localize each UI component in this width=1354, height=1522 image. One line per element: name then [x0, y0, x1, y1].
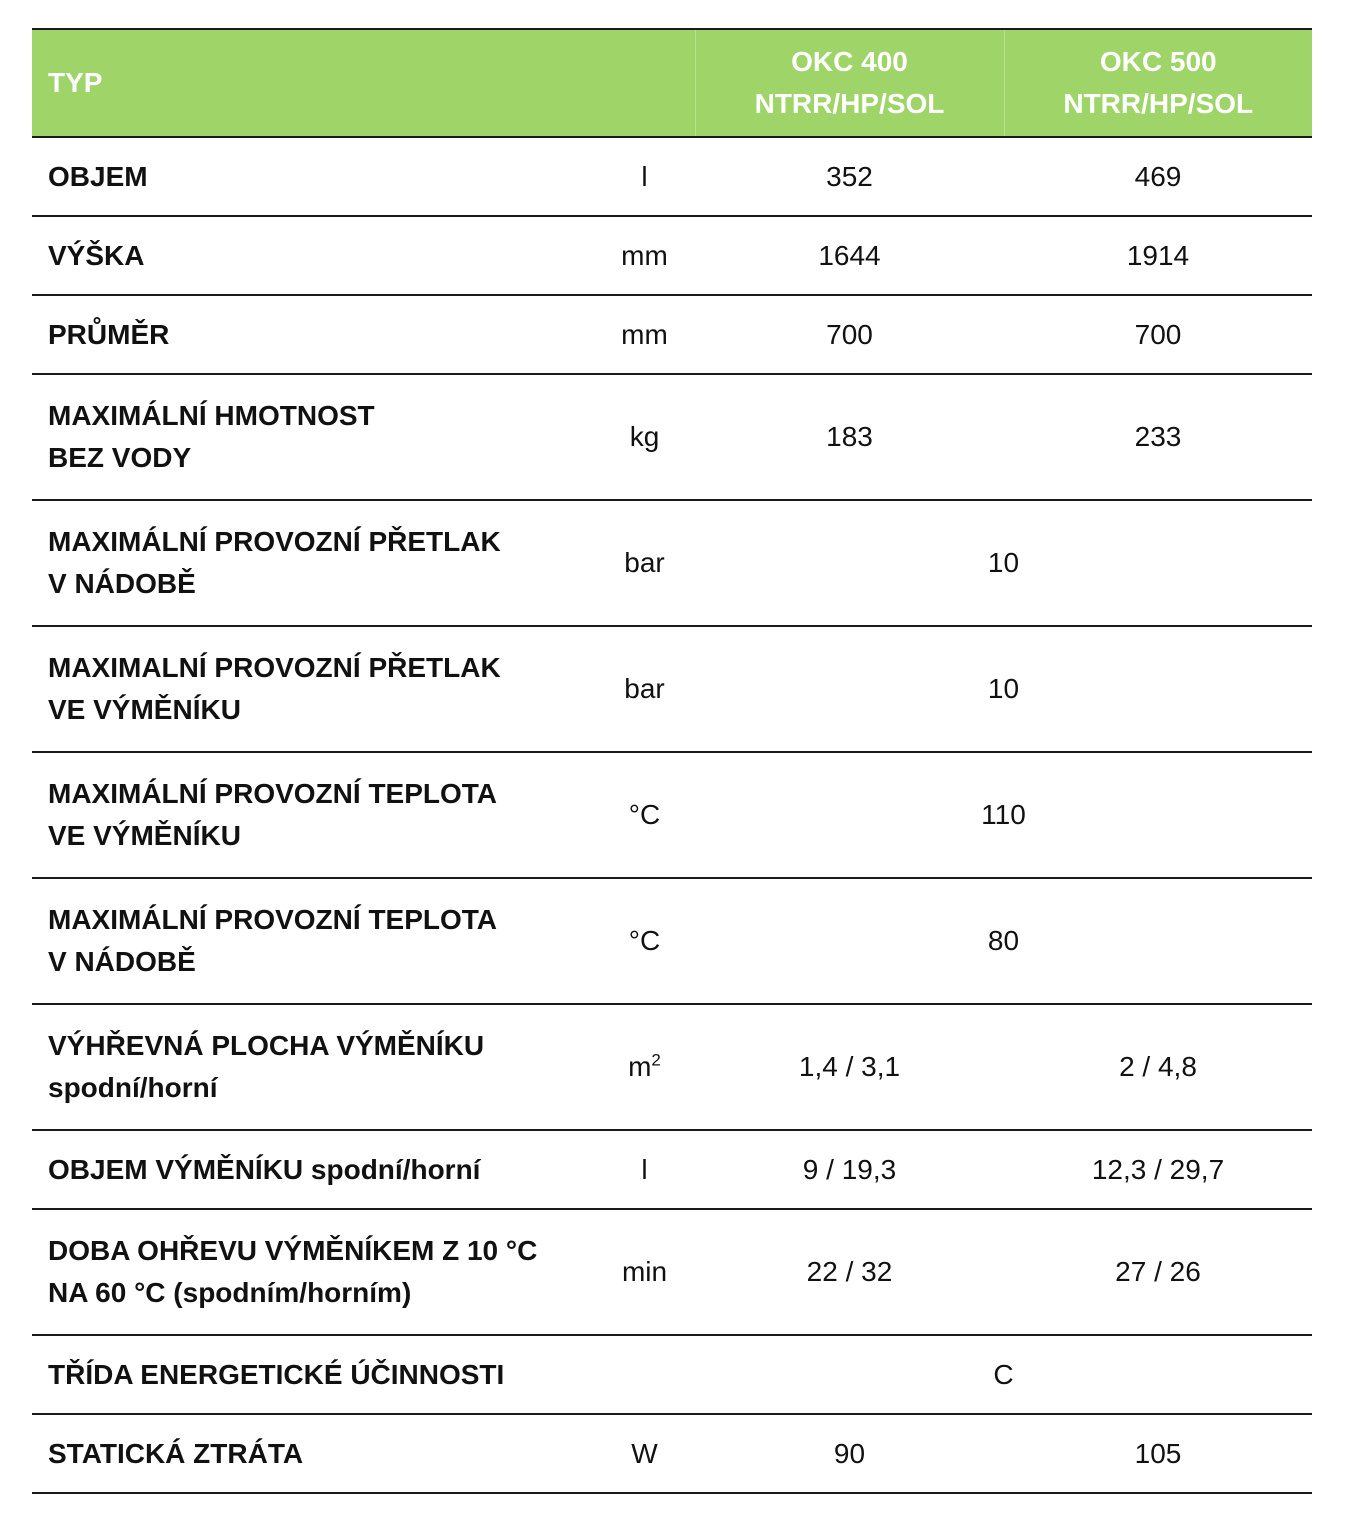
row-label-line: V NÁDOBĚ	[48, 568, 196, 599]
unit-text: bar	[624, 673, 665, 704]
unit-text: min	[621, 1256, 668, 1287]
table-row	[32, 500, 1312, 626]
row-label	[32, 626, 594, 752]
value-cell-okc400: 1644	[818, 239, 881, 271]
table-row	[32, 374, 1312, 500]
type-header: TYP	[32, 29, 695, 137]
value-cell-okc500: 12,3 / 29,7	[1091, 1153, 1225, 1185]
value-cell-okc500: 1914	[1126, 239, 1190, 271]
model-header-okc400	[695, 29, 1004, 137]
row-label	[32, 1004, 594, 1130]
unit-text: W	[631, 1437, 658, 1469]
unit-text: kg	[629, 421, 660, 452]
spec-table	[32, 28, 1312, 1494]
unit-text: l	[641, 1153, 648, 1185]
table-row	[32, 295, 1312, 374]
model-variant: NTRR/HP/SOL	[754, 88, 945, 119]
table-row	[32, 1414, 1312, 1493]
model-name: OKC 400	[791, 46, 908, 77]
row-label-line: MAXIMALNÍ PROVOZNÍ PŘETLAK	[48, 652, 501, 683]
shared-value-cell: 110	[981, 799, 1026, 830]
row-label-line: DOBA OHŘEVU VÝMĚNÍKEM Z 10 °C	[48, 1235, 538, 1266]
row-label-line: PRŮMĚR	[48, 318, 170, 350]
table-row	[32, 1209, 1312, 1335]
unit-text: °C	[628, 799, 661, 830]
value-cell-okc500: 233	[1134, 421, 1182, 452]
row-label-line: MAXIMÁLNÍ HMOTNOST	[48, 400, 375, 431]
row-label-line: VE VÝMĚNÍKU	[48, 694, 241, 725]
value-cell-okc400: 1,4 / 3,1	[798, 1051, 901, 1082]
table-row	[32, 1004, 1312, 1130]
shared-value-cell: 10	[987, 547, 1020, 578]
unit-cell	[594, 1130, 695, 1209]
unit-text: l	[641, 160, 648, 192]
unit-text: bar	[624, 547, 665, 578]
unit-text: mm	[621, 318, 668, 350]
value-cell-okc400: 90	[833, 1437, 866, 1469]
unit-cell	[594, 216, 695, 295]
unit-cell	[594, 752, 695, 878]
row-label-line: VÝHŘEVNÁ PLOCHA VÝMĚNÍKU	[48, 1030, 485, 1061]
unit-text: m	[628, 1051, 652, 1082]
table-row	[32, 1130, 1312, 1209]
row-label	[32, 1209, 594, 1335]
unit-cell	[594, 878, 695, 1004]
unit-cell	[594, 1209, 695, 1335]
row-label	[32, 1335, 594, 1414]
row-label-line: NA 60 °C (spodním/horním)	[48, 1277, 412, 1308]
row-label-line: spodní/horní	[48, 1072, 218, 1103]
row-label	[32, 295, 594, 374]
table-row	[32, 626, 1312, 752]
unit-cell	[594, 137, 695, 216]
row-label	[32, 752, 594, 878]
row-label-line: TŘÍDA ENERGETICKÉ ÚČINNOSTI	[48, 1358, 505, 1390]
row-label-line: OBJEM	[48, 160, 148, 192]
value-cell-okc500: 469	[1134, 160, 1182, 192]
unit-cell	[594, 626, 695, 752]
table-row	[32, 137, 1312, 216]
unit-text: °C	[628, 925, 661, 956]
row-label	[32, 878, 594, 1004]
row-label	[32, 374, 594, 500]
value-cell-okc400: 183	[826, 421, 873, 452]
value-cell-okc400: 22 / 32	[806, 1256, 893, 1287]
value-cell-okc400: 352	[826, 160, 873, 192]
value-cell-okc500: 27 / 26	[1115, 1256, 1201, 1287]
row-label-line: MAXIMÁLNÍ PROVOZNÍ PŘETLAK	[48, 526, 501, 557]
row-label-line: STATICKÁ ZTRÁTA	[48, 1437, 304, 1469]
model-header-okc500	[1004, 29, 1312, 137]
table-body	[32, 137, 1312, 1493]
value-cell-okc500: 105	[1134, 1437, 1182, 1469]
row-label	[32, 500, 594, 626]
value-cell-okc500: 700	[1134, 318, 1182, 350]
table-row	[32, 1335, 1312, 1414]
unit-cell	[594, 374, 695, 500]
model-variant: NTRR/HP/SOL	[1063, 88, 1254, 119]
table-row	[32, 878, 1312, 1004]
table-header	[32, 29, 1312, 137]
row-label-line: MAXIMÁLNÍ PROVOZNÍ TEPLOTA	[48, 778, 498, 809]
unit-superscript: 2	[651, 1050, 661, 1070]
table-row	[32, 752, 1312, 878]
unit-cell	[594, 500, 695, 626]
unit-cell	[594, 295, 695, 374]
value-cell-okc500: 2 / 4,8	[1119, 1051, 1197, 1082]
shared-value-cell: 80	[987, 925, 1020, 956]
unit-cell	[594, 1335, 695, 1414]
row-label	[32, 137, 594, 216]
value-cell-okc400: 700	[826, 318, 873, 350]
row-label	[32, 1130, 594, 1209]
row-label-line: MAXIMÁLNÍ PROVOZNÍ TEPLOTA	[48, 904, 498, 935]
shared-value-cell: C	[993, 1358, 1014, 1390]
row-label-line: VÝŠKA	[48, 239, 145, 271]
shared-value-cell: 10	[987, 673, 1020, 704]
table-row	[32, 216, 1312, 295]
row-label-line: OBJEM VÝMĚNÍKU spodní/horní	[48, 1153, 481, 1185]
row-label	[32, 216, 594, 295]
header-row	[32, 29, 1312, 137]
unit-text: mm	[621, 239, 668, 271]
unit-cell	[594, 1004, 695, 1130]
row-label	[32, 1414, 594, 1493]
row-label-line: BEZ VODY	[48, 442, 192, 473]
value-cell-okc400: 9 / 19,3	[802, 1153, 897, 1185]
row-label-line: V NÁDOBĚ	[48, 946, 196, 977]
unit-cell	[594, 1414, 695, 1493]
model-name: OKC 500	[1099, 46, 1217, 77]
row-label-line: VE VÝMĚNÍKU	[48, 820, 241, 851]
